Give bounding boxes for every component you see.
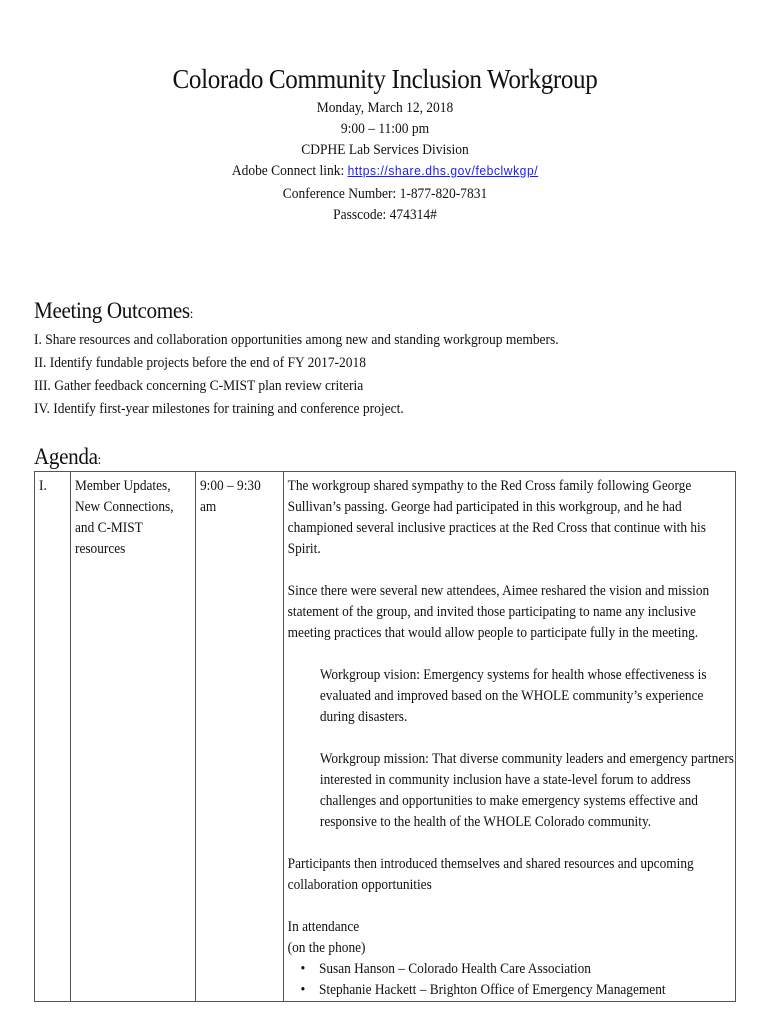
agenda-topic: Member Updates, New Connections, and C-MIST resources (75, 478, 174, 557)
agenda-table (34, 471, 736, 1002)
passcode: Passcode: 474314# (333, 207, 437, 223)
outcomes-heading-text: Meeting Outcomes (34, 298, 190, 323)
list-item: • Stephanie Hackett – Brighton Office of Emergency Management (297, 980, 740, 1001)
table-row (35, 472, 736, 1002)
outcome-item: II. Identify fundable projects before the end of FY 2017-2018 (34, 355, 367, 371)
workgroup-vision: Workgroup vision: Emergency systems for health whose effectiveness is evaluated and improved based on the WHOLE community’s experience during disasters. (319, 667, 707, 725)
agenda-heading-colon: : (97, 453, 101, 468)
notes-paragraph: Participants then introduced themselves and shared resources and upcoming collaboration opportunities (287, 856, 694, 893)
notes-paragraph: The workgroup shared sympathy to the Red Cross family following George Sullivan’s passing. George had participated in this workgroup, and he had championed several inclusive practices at the Red Cross that continue with his Spirit. (287, 478, 706, 557)
attendance-sublabel: (on the phone) (287, 940, 366, 956)
list-item: • Susan Hanson – Colorado Health Care Association (297, 959, 740, 980)
outcome-item: I. Share resources and collaboration opportunities among new and standing workgroup members. (34, 332, 559, 348)
meeting-date: Monday, March 12, 2018 (316, 100, 454, 116)
workgroup-mission: Workgroup mission: That diverse community leaders and emergency partners interested in community inclusion have a state-level forum to address challenges and opportunities to make emergency systems effective and responsive to the health of the WHOLE Colorado community. (319, 751, 734, 830)
meeting-time: 9:00 – 11:00 pm (340, 121, 430, 137)
agenda-heading (34, 444, 101, 470)
notes-paragraph: Since there were several new attendees, Aimee reshared the vision and mission statement of the group, and invited those participating to name any inclusive meeting practices that would allow people to participate fully in the meeting. (287, 583, 710, 641)
outcomes-heading (34, 298, 193, 324)
conference-number: Conference Number: 1-877-820-7831 (282, 186, 488, 202)
attendee-list (288, 959, 741, 1001)
adobe-connect-label: Adobe Connect link: (231, 163, 348, 179)
document-title: Colorado Community Inclusion Workgroup (172, 64, 598, 94)
agenda-time-cell (196, 472, 284, 1002)
outcomes-heading-colon: : (189, 307, 193, 322)
agenda-number-cell (35, 472, 71, 1002)
adobe-connect-link[interactable]: https://share.dhs.gov/febclwkgp/ (347, 163, 539, 178)
agenda-notes-cell (284, 472, 736, 1002)
outcomes-list (34, 329, 734, 421)
outcome-item: III. Gather feedback concerning C-MIST plan review criteria (34, 378, 364, 394)
attendance-label: In attendance (287, 919, 360, 935)
adobe-connect-line (27, 161, 743, 181)
outcome-item: IV. Identify first-year milestones for training and conference project. (34, 401, 404, 417)
agenda-time: 9:00 – 9:30 am (200, 478, 261, 515)
agenda-number: I. (39, 478, 47, 494)
agenda-heading-text: Agenda (34, 444, 98, 469)
meeting-location: CDPHE Lab Services Division (301, 142, 469, 158)
agenda-topic-cell (71, 472, 196, 1002)
